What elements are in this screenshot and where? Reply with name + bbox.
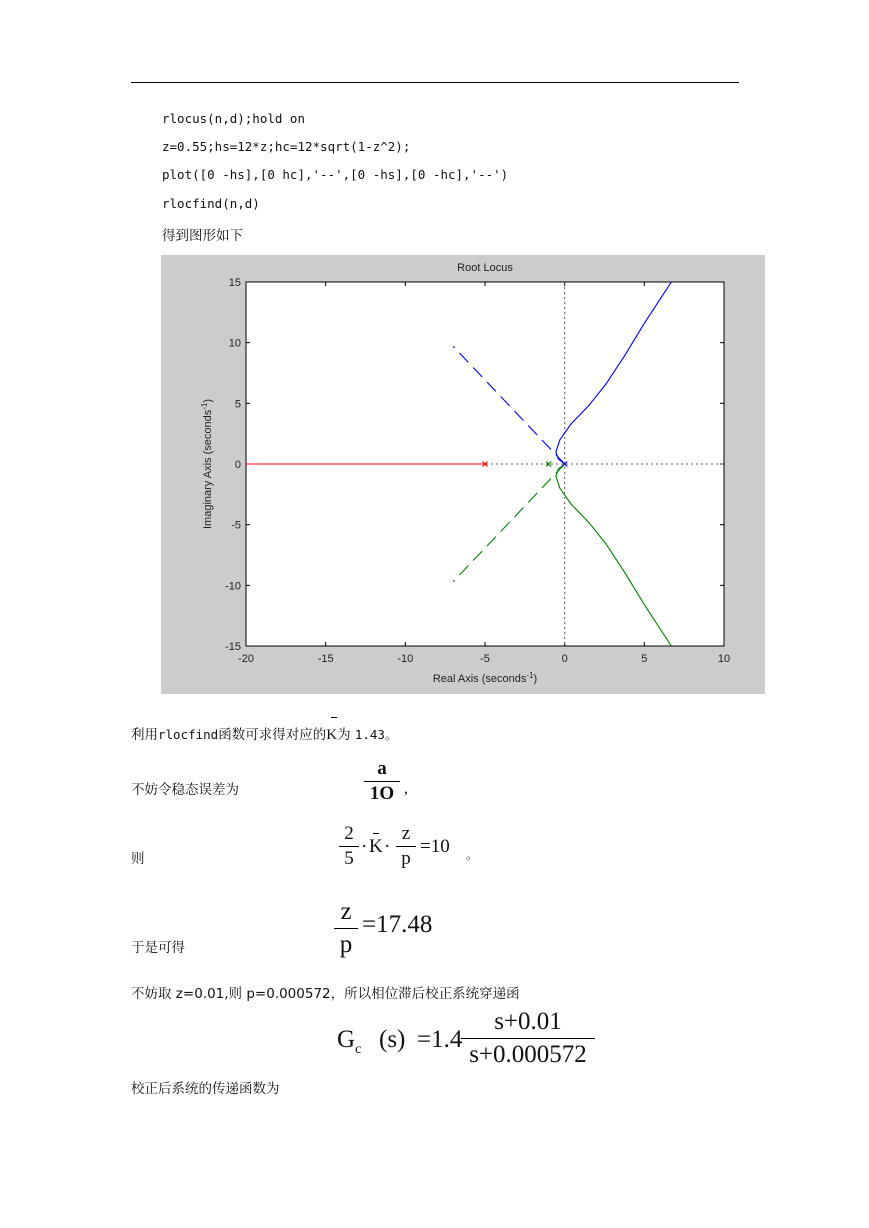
eq3-fraction: z p	[334, 896, 358, 961]
eq4-arg: (s)	[379, 1026, 406, 1053]
x-axis-label: Real Axis (seconds$^{-1}$)	[432, 671, 538, 685]
x-tick-label: -20	[238, 653, 254, 665]
x-tick-label: -5	[480, 653, 490, 665]
error-line: 不妨令稳态误差为	[131, 782, 239, 798]
x-tick-label: 5	[641, 653, 648, 665]
x-tick-label: 0	[561, 653, 568, 665]
eq2-tail: 。	[466, 848, 479, 862]
error-numerator: a	[377, 758, 387, 779]
y-tick-label: -5	[231, 519, 241, 532]
k-overbar	[331, 717, 337, 718]
eq2-dot-2: ·	[384, 836, 391, 857]
error-comma: ,	[404, 780, 408, 797]
error-fraction	[364, 757, 400, 806]
final-line: 校正后系统的传递函数为	[131, 1081, 280, 1097]
then-line: 则	[131, 851, 145, 867]
code-line-3: plot([0 -hs],[0 hc],'--',[0 -hs],[0 -hc],'--')	[162, 167, 509, 182]
y-tick-label: 10	[228, 337, 241, 350]
eq4-denominator: s+0.000572	[469, 1041, 587, 1068]
eq4-fraction	[461, 1006, 595, 1071]
x-tick-label: 10	[717, 653, 731, 665]
result-line	[131, 723, 397, 744]
eq2-fraction-1: 2 5	[339, 822, 359, 871]
code-line-1: rlocus(n,d);hold on	[162, 111, 305, 126]
y-tick-label: 0	[234, 459, 241, 471]
result-text-c: 为	[337, 727, 351, 743]
y-tick-label: -15	[225, 641, 241, 653]
chart-title: Root Locus	[457, 262, 513, 274]
eq2-fraction-2: z p	[396, 822, 416, 871]
eq4-numerator: s+0.01	[494, 1008, 562, 1035]
header-rule	[131, 82, 739, 83]
eq4-coef: =1.4	[417, 1026, 463, 1053]
figure-caption: 得到图形如下	[162, 228, 243, 244]
x-tick-label: -10	[397, 653, 414, 665]
error-denominator: 1O	[369, 783, 395, 804]
k-bar-symbol: K	[326, 727, 338, 743]
x-tick-label: -15	[317, 653, 334, 665]
code-line-2: z=0.55;hs=12*z;hc=12*sqrt(1-z^2);	[162, 139, 411, 154]
eq3-rhs: =17.48	[362, 911, 433, 938]
result-text-a: 利用	[131, 727, 158, 743]
eq2-rhs: =10	[420, 836, 450, 857]
code-line-4: rlocfind(n,d)	[162, 196, 260, 211]
y-axis-label: Imaginary Axis (seconds$^{-1}$)	[200, 398, 214, 530]
result-text-b: 函数可求得对应的	[218, 727, 327, 743]
eq2-dot-1: ·	[361, 836, 368, 857]
eq2-k-overbar	[373, 833, 379, 834]
rlocfind-func: rlocfind	[158, 727, 219, 742]
eq4-lhs: $G_c$	[337, 1026, 362, 1057]
eq2-k-symbol: K	[369, 836, 383, 857]
k-value: 1.43。	[354, 727, 398, 742]
root-locus-plot	[161, 255, 765, 694]
root-locus-figure	[161, 255, 765, 694]
choose-line: 不妨取 z=0.01,则 p=0.000572，所以相位滞后校正系统穿递函	[131, 986, 520, 1002]
y-tick-label: 5	[234, 398, 241, 411]
y-tick-label: 15	[228, 277, 241, 289]
obtain-line: 于是可得	[131, 940, 185, 956]
y-tick-label: -10	[225, 580, 241, 593]
